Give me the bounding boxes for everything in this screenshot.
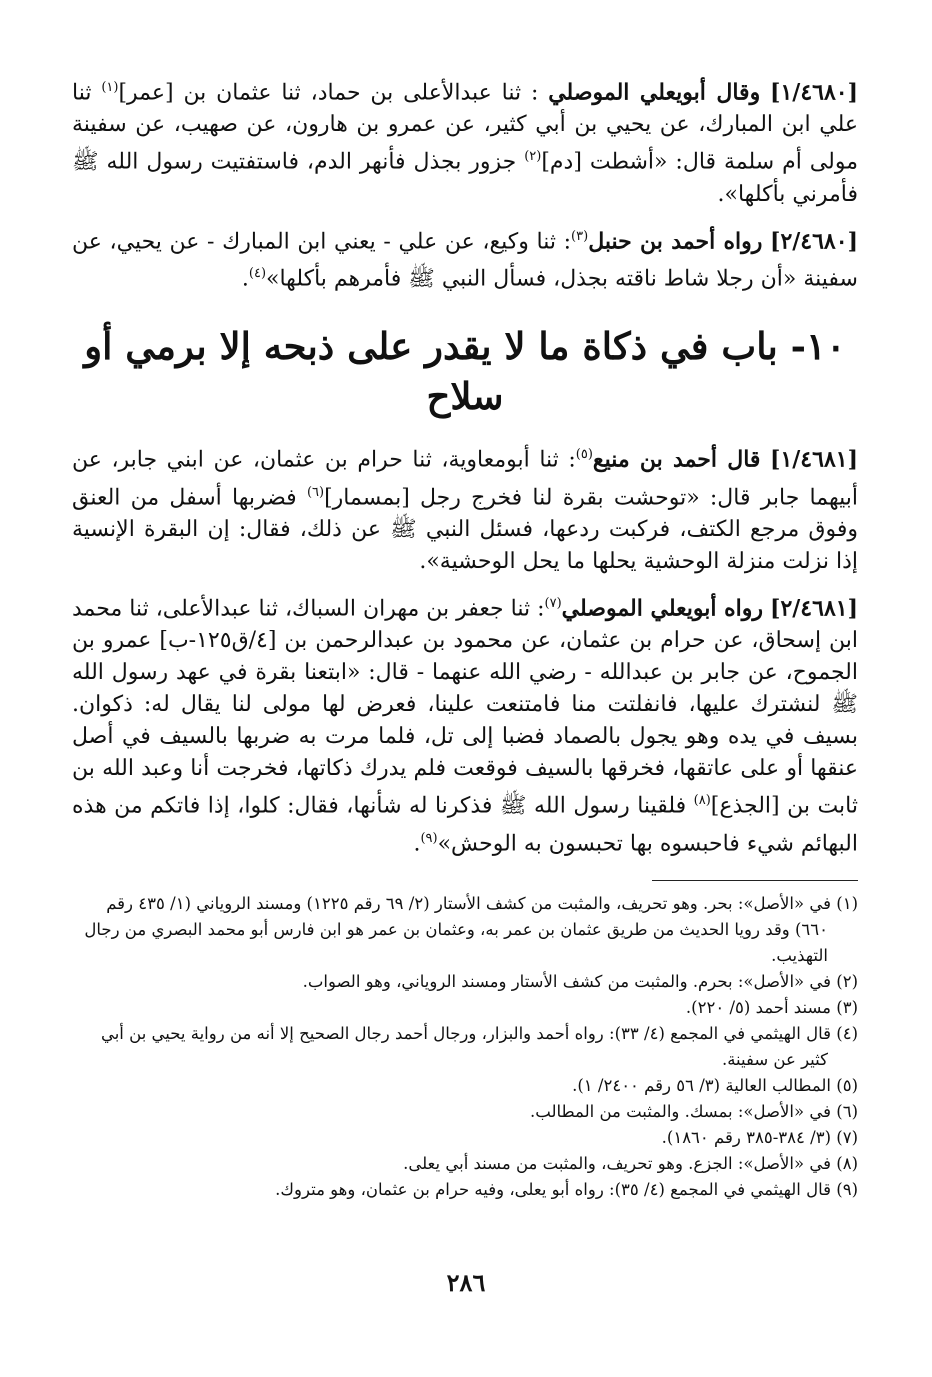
- main-text: [72, 72, 858, 860]
- footnote: (٨) في «الأصل»: الجزع. وهو تحريف، والمثبت من مسند أبي يعلى.: [403, 1153, 858, 1173]
- footnote: (٤) قال الهيثمي في المجمع (٤/ ٣٣): رواه أحمد والبزار، ورجال أحمد رجال الصحيح إلا أنه من رواية يحيي بن أبي كثير عن سفينة.: [100, 1023, 858, 1069]
- narrator-lead: رواه أبويعلي الموصلي: [561, 595, 764, 622]
- footnote-marker: (٢): [524, 149, 542, 165]
- text-segment: : ثنا عبدالأعلى بن حماد، ثنا عثمان بن [عمر]: [118, 80, 549, 106]
- chapter-heading: ١٠- باب في ذكاة ما لا يقدر على ذبحه إلا برمي أو سلاح: [84, 324, 846, 419]
- text-segment: : ثنا وكيع، عن علي - يعني ابن المبارك - عن يحيي، عن سفينة «أن رجلا شاط ناقته بجذل، فسأل النبي ﷺ فأمرهم بأكلها»: [72, 228, 858, 292]
- hadith-paragraph: [72, 221, 858, 296]
- text-segment: ثنا علي ابن المبارك، عن يحيي بن أبي كثير، عن عمرو بن هارون، عن صهيب، عن سفينة مولى أم سلمة قال: «أشطت [دم]: [72, 80, 858, 175]
- hadith-reference: [٢/٤٦٨١]: [770, 595, 858, 622]
- footnote-separator: [652, 880, 858, 881]
- page-number: ٢٨٦: [446, 1268, 486, 1297]
- hadith-paragraph: [72, 588, 858, 860]
- footnote-marker: (١): [101, 80, 119, 95]
- footnote: (٩) قال الهيثمي في المجمع (٤/ ٣٥): رواه أبو يعلى، وفيه حرام بن عثمان، وهو متروك.: [275, 1179, 858, 1199]
- footnote: (٦) في «الأصل»: بمسك. والمثبت من المطالب.: [530, 1101, 858, 1121]
- hadith-reference: [١/٤٦٨١]: [770, 446, 858, 473]
- footnote: (٥) المطالب العالية (٣/ ٥٦ رقم ٢٤٠٠/ ١).: [572, 1075, 858, 1095]
- hadith-reference: [٢/٤٦٨٠]: [770, 227, 858, 254]
- hadith-paragraph: [72, 439, 858, 578]
- hadith-paragraph: [72, 72, 858, 211]
- text-segment: .: [413, 830, 421, 856]
- footnote-marker: (٥): [575, 447, 593, 463]
- footnote-marker: (٤): [248, 265, 267, 281]
- narrator-lead: وقال أبويعلي الموصلي: [548, 79, 761, 106]
- text-segment: فلقينا رسول الله ﷺ فذكرنا له شأنها، فقال: كلوا، إذا فاتكم من هذه البهائم شيء فاحبسوه بها تحبسون به الوحش»: [72, 793, 858, 856]
- text-segment: جزور بجذل فأنهر الدم، فاستفتيت رسول الله ﷺ فأمرني بأكلها».: [72, 149, 858, 207]
- narrator-lead: رواه أحمد بن حنبل: [588, 227, 763, 254]
- footnote-marker: (٩): [420, 830, 438, 846]
- footnote: (٧) (٣/ ٣٨٤-٣٨٥ رقم ١٨٦٠).: [661, 1127, 858, 1147]
- footnote-marker: (٣): [571, 228, 589, 244]
- text-segment: فضربها أسفل من العنق وفوق مرجع الكتف، فركبت ردعها، فسئل النبي ﷺ عن ذلك، فقال: إن البقرة الإنسية إذا نزلت منزلة الوحشية يحلها ما يحل الوحشية».: [72, 484, 858, 574]
- footnote: (٢) في «الأصل»: بحرم. والمثبت من كشف الأستار ومسند الروياني، وهو الصواب.: [302, 971, 858, 991]
- footnote-marker: (٦): [306, 484, 325, 500]
- narrator-lead: قال أحمد بن منيع: [592, 446, 761, 473]
- text-segment: .: [241, 266, 249, 292]
- text-segment: : ثنا جعفر بن مهران السباك، ثنا عبدالأعلى، ثنا محمد ابن إسحاق، عن حرام بن عثمان، عن محمود بن عبدالرحمن بن [٤/ق١٢٥-ب] عمرو بن الجموح، عن جابر بن عبدالله - رضي الله عنهما - قال: «ابتعنا بقرة في عهد رسول الله ﷺ لنشترك عليها، فانفلتت منا فامتنعت علينا، فعرض لها مولى لنا يقال له: ذكوان. بسيف في يده وهو يجول بالصماد فضبا إلى تل، فلما مرت به ضربها بالسيف في أصل عنقها أو على عاتقها، فخرقها بالسيف فوقعت فلم يدرك ذكاتها، فخرجت أنا وعبد الله بن ثابت بن [الجذع]: [71, 596, 858, 819]
- footnotes: [72, 891, 858, 1203]
- footnote: (٣) مسند أحمد (٥/ ٢٢٠).: [685, 997, 858, 1017]
- text-segment: : ثنا أبومعاوية، ثنا حرام بن عثمان، عن ابني جابر، عن أبيهما جابر قال: «توحشت بقرة لنا فخرج رجل [بمسمار]: [72, 447, 858, 510]
- hadith-reference: [١/٤٦٨٠]: [770, 79, 859, 106]
- footnote-marker: (٧): [544, 595, 562, 611]
- footnote-marker: (٨): [693, 793, 711, 809]
- footnote: (١) في «الأصل»: بحر. وهو تحريف، والمثبت من كشف الأستار (٢/ ٦٩ رقم ١٢٢٥) ومسند الروياني (١/ ٤٣٥ رقم ٦٦٠) وقد رويا الحديث من طريق عثمان بن عمر به، وعثمان بن عمر هو ابن فارس أبو محمد البصري من رجال التهذيب.: [84, 893, 858, 965]
